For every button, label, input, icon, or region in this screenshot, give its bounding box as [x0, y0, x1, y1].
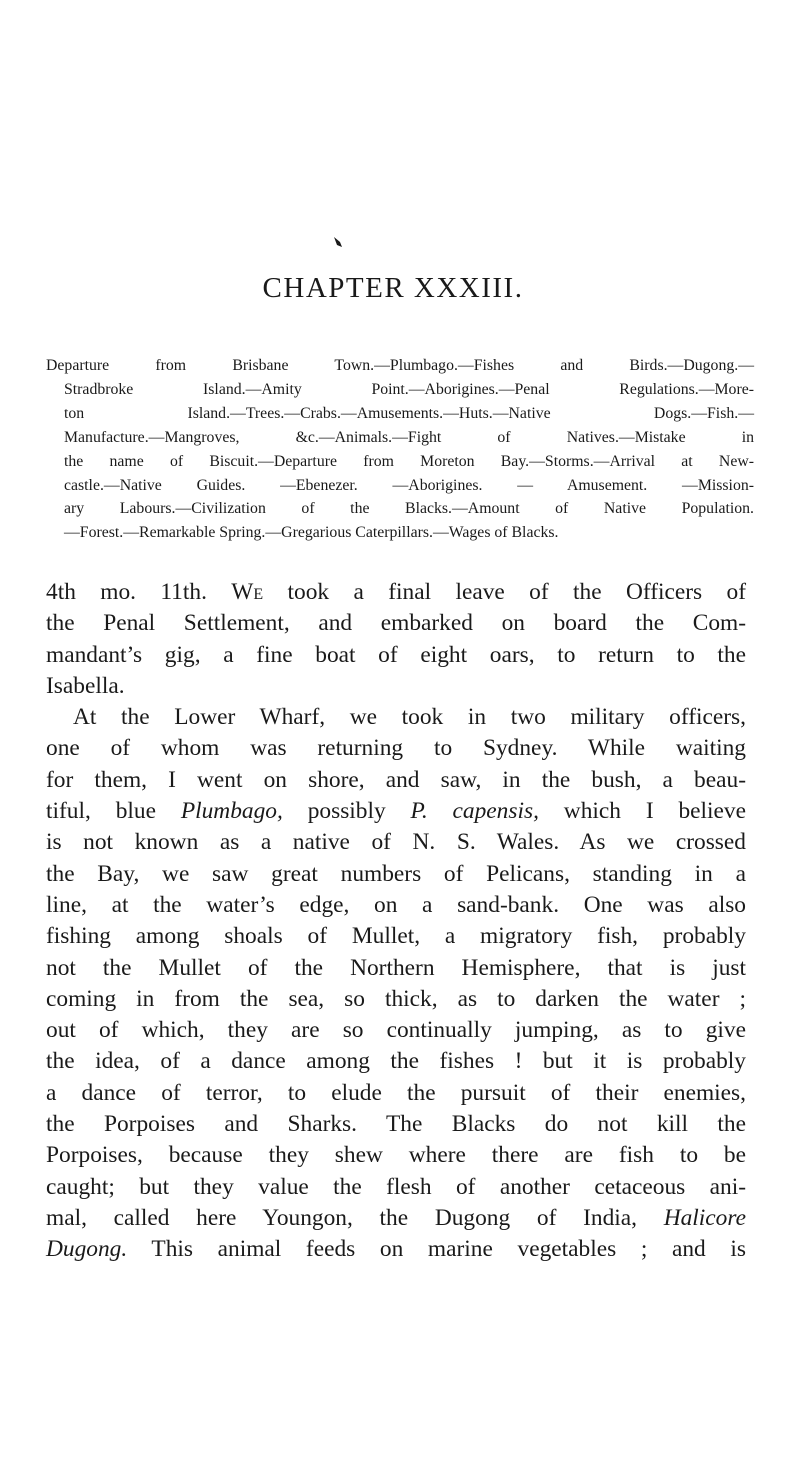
italic-term: Dugong.: [46, 1236, 128, 1263]
body-line: for them, I went on shore, and saw, in the bush, a beau-: [46, 766, 746, 793]
body-line: mandant’s gig, a fine boat of eight oars, to return to the: [46, 641, 746, 668]
line-text: tiful, blue: [46, 798, 181, 825]
body-line: coming in from the sea, so thick, as to darken the water ;: [46, 985, 746, 1012]
body-line: Isabella.: [46, 672, 125, 699]
synopsis-line: ary Labours.—Civilization of the Blacks.—Amount of Native Population.: [64, 500, 754, 518]
synopsis-line: —Forest.—Remarkable Spring.—Gregarious Caterpillars.—Wages of Blacks.: [64, 524, 559, 542]
body-line: [46, 1203, 746, 1234]
paragraph-2: [46, 702, 746, 1265]
body-line: the Bay, we saw great numbers of Pelicans, standing in a: [46, 860, 746, 887]
line-text: took a final leave of the Officers of: [263, 579, 747, 605]
body-line: line, at the water’s edge, on a sand-bank. One was also: [46, 891, 746, 918]
line-text: mal, called here Youngon, the Dugong of India,: [46, 1204, 664, 1231]
body-line: fishing among shoals of Mullet, a migratory fish, probably: [46, 923, 746, 950]
date-text: 4th mo. 11th.: [46, 579, 232, 605]
body-line: out of which, they are so continually jumping, as to give: [46, 1017, 746, 1044]
italic-term: Halicore: [663, 1204, 746, 1231]
synopsis-line: Departure from Brisbane Town.—Plumbago.—Fishes and Birds.—Dugong.—: [46, 357, 754, 374]
body-line: the Penal Settlement, and embarked on board the Com-: [46, 610, 746, 637]
line-text: This animal feeds on marine vegetables ; and is: [127, 1236, 746, 1263]
synopsis-line: ton Island.—Trees.—Crabs.—Amusements.—Huts.—Native Dogs.—Fish.—: [64, 404, 754, 422]
italic-term: Plumbago,: [180, 798, 283, 825]
synopsis-line: Stradbroke Island.—Amity Point.—Aborigines.—Penal Regulations.—More-: [64, 380, 754, 398]
body-line: one of whom was returning to Sydney. While waiting: [46, 735, 746, 762]
synopsis-line: Manufacture.—Mangroves, &c.—Animals.—Fight of Natives.—Mistake in: [64, 428, 754, 446]
line-text: which I believe: [538, 798, 747, 825]
body-text: [46, 577, 746, 1266]
body-line: a dance of terror, to elude the pursuit of their enemies,: [46, 1079, 746, 1106]
italic-term: P. capensis,: [410, 798, 539, 825]
body-line: is not known as a native of N. S. Wales. As we crossed: [46, 829, 746, 856]
body-line: At the Lower Wharf, we took in two military officers,: [73, 704, 746, 731]
drop-word: We: [231, 579, 264, 605]
body-line: [46, 577, 746, 608]
body-line: [46, 796, 746, 827]
body-line: the idea, of a dance among the fishes ! but it is probably: [46, 1048, 746, 1075]
body-line: caught; but they value the flesh of another cetaceous ani-: [46, 1173, 746, 1200]
body-line: [46, 1234, 746, 1265]
synopsis-line: the name of Biscuit.—Departure from Moreton Bay.—Storms.—Arrival at New-: [64, 452, 754, 470]
body-line: the Porpoises and Sharks. The Blacks do not kill the: [46, 1111, 746, 1138]
paragraph-1: [46, 577, 746, 702]
line-text: possibly: [282, 798, 411, 825]
body-line: not the Mullet of the Northern Hemisphere, that is just: [46, 954, 746, 981]
synopsis-line: castle.—Native Guides. —Ebenezer. —Aborigines. — Amusement. —Mission-: [64, 476, 754, 494]
chapter-synopsis: [46, 354, 754, 545]
ornament-mark: [333, 236, 343, 248]
body-line: Porpoises, because they shew where there are fish to be: [46, 1142, 746, 1169]
chapter-title: CHAPTER XXXIII.: [262, 272, 524, 304]
